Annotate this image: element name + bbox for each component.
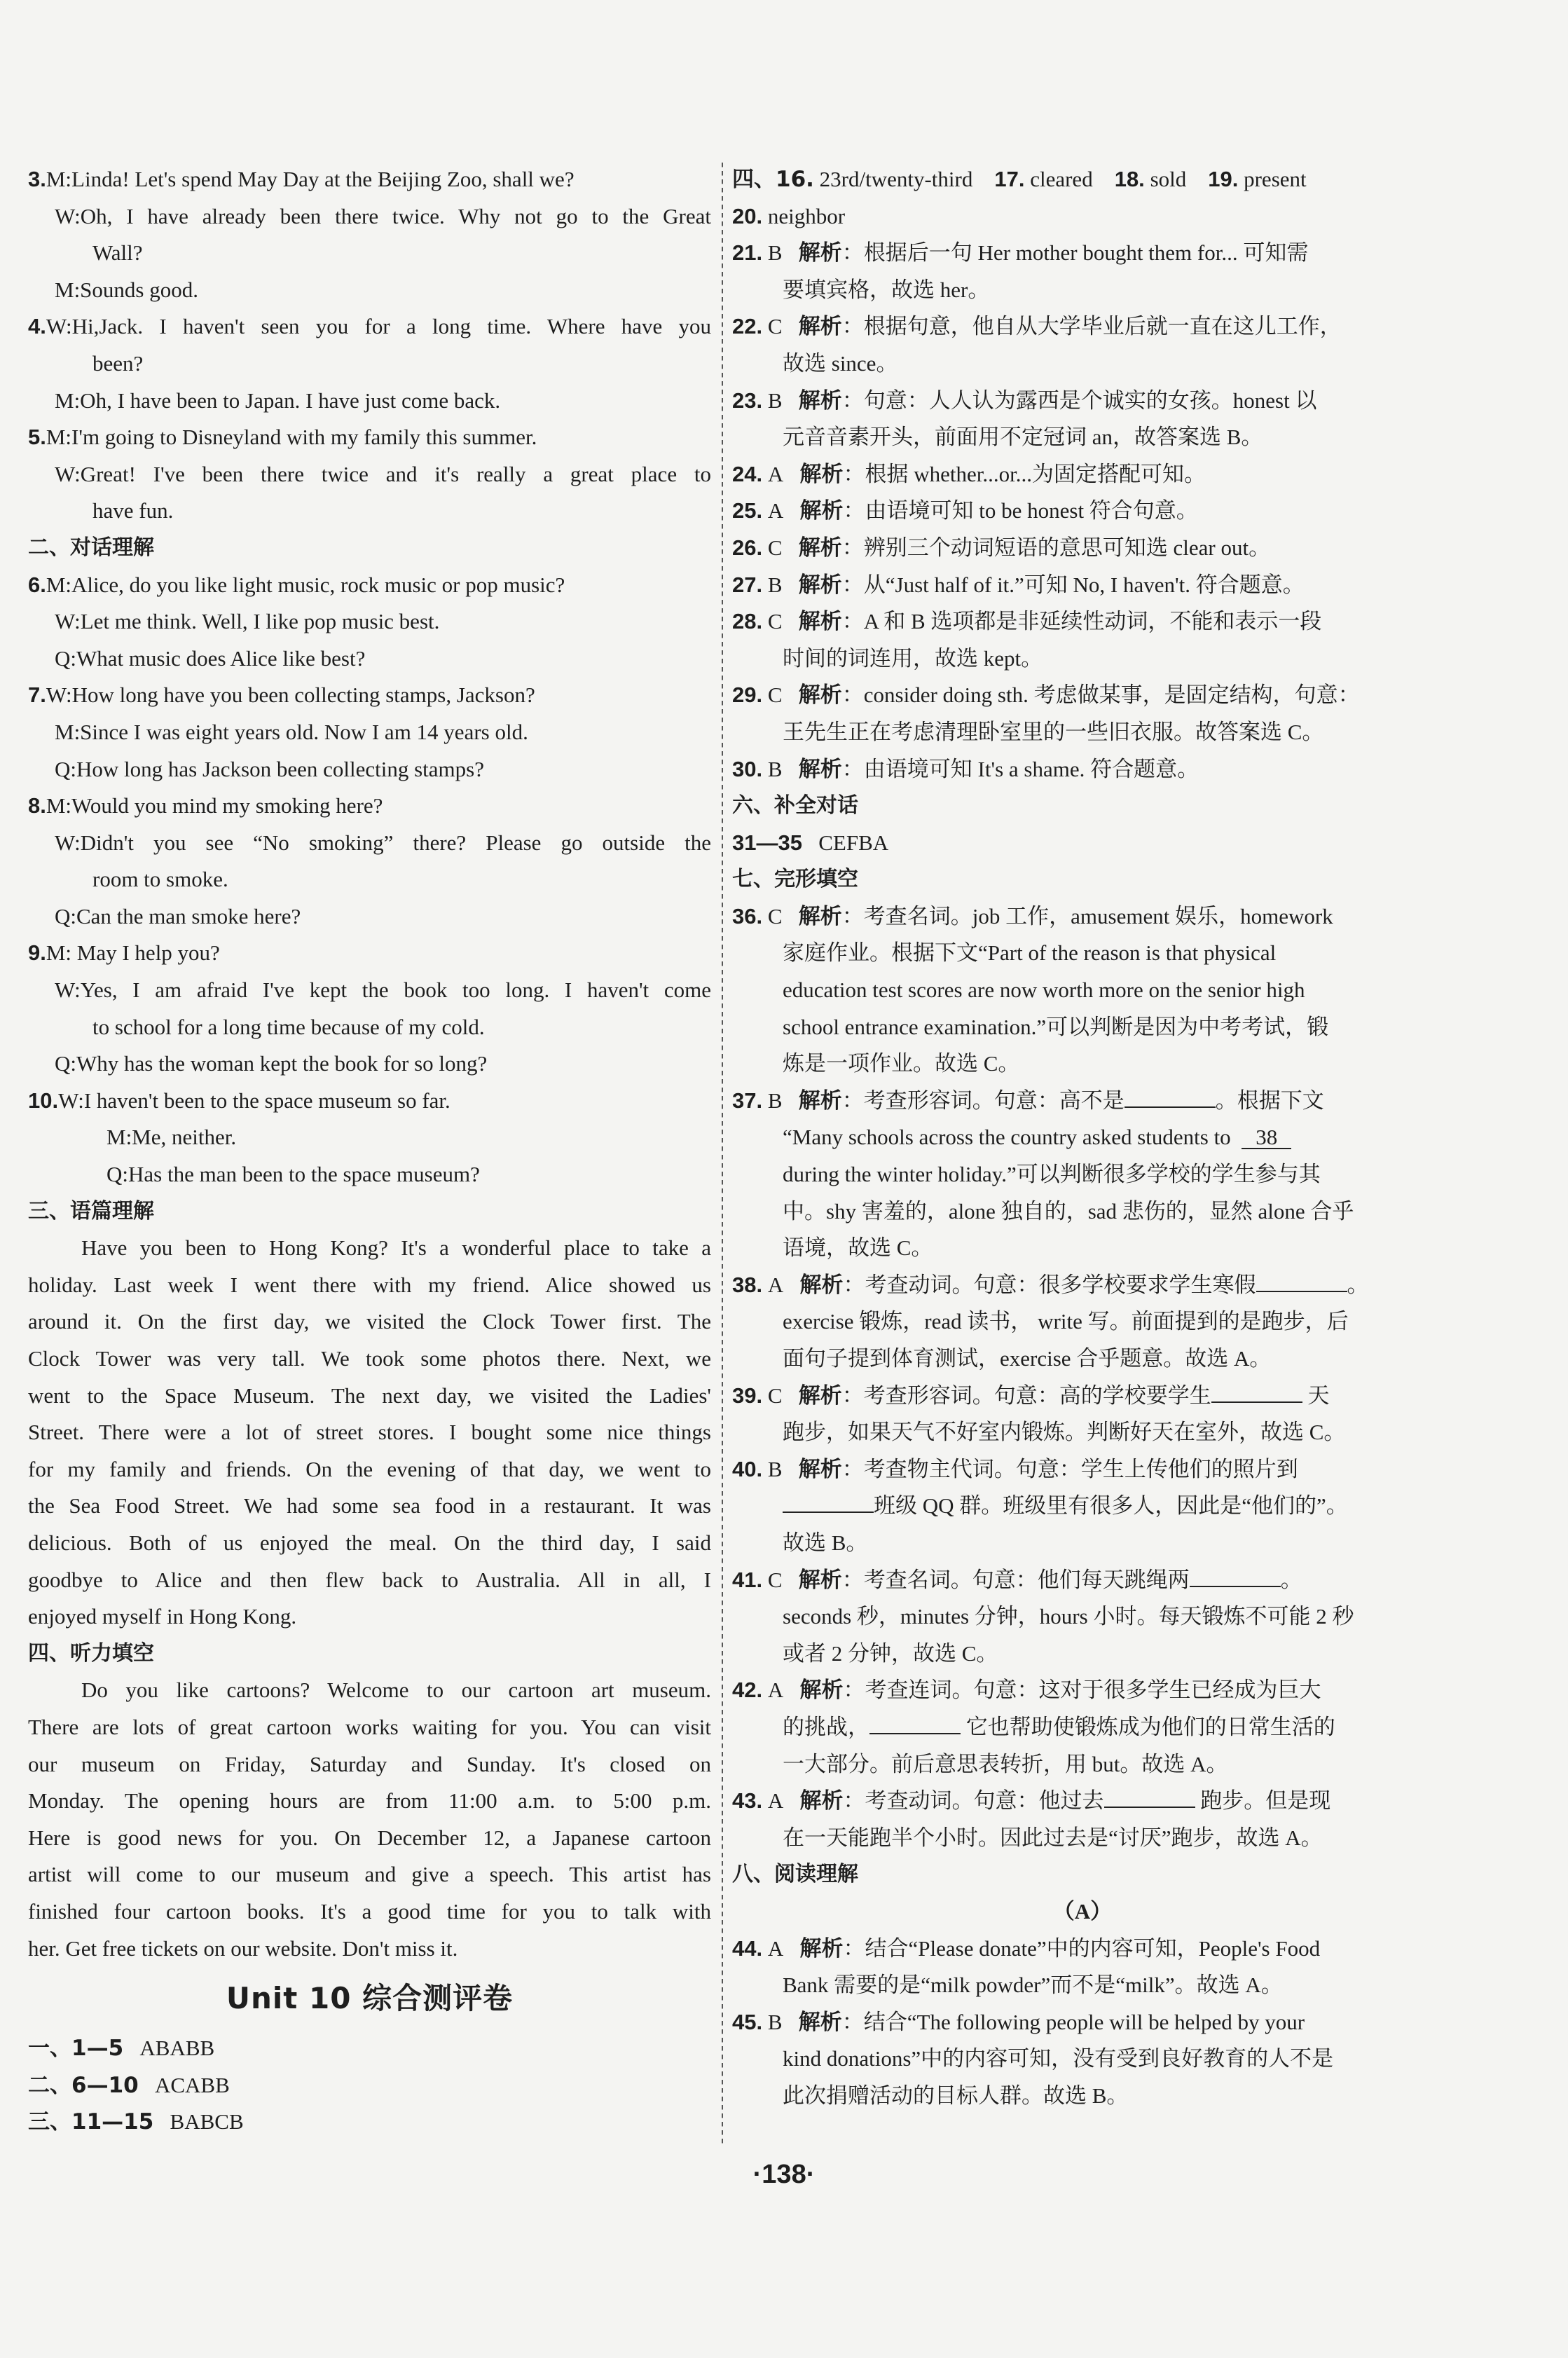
answers-16-19: 四、16. 23rd/twenty-third 17. cleared 18. sold 19. present bbox=[732, 167, 1307, 192]
q30-line1: 30. B 解析：由语境可知 It's a shame. 符合题意。 bbox=[732, 756, 1199, 782]
passage4-line: our museum on Friday, Saturday and Sunday. It's closed on bbox=[28, 1751, 711, 1776]
q28-line1: 28. C 解析：A 和 B 选项都是非延续性动词，不能和表示一段 bbox=[732, 609, 1322, 635]
passage4-line: There are lots of great cartoon works waiting for you. You can visit bbox=[28, 1714, 711, 1739]
q37-line3: during the winter holiday.”可以判断很多学校的学生参与其 bbox=[783, 1162, 1321, 1187]
q36-line4: school entrance examination.”可以判断是因为中考考试，锻 bbox=[783, 1014, 1329, 1039]
answer-20: 20. neighbor bbox=[732, 203, 846, 228]
q21-line2: 要填宾格，故选 her。 bbox=[783, 277, 990, 302]
passage4-line: Monday. The opening hours are from 11:00 a.m. to 5:00 p.m. bbox=[28, 1788, 711, 1814]
q42-line1: 42. A 解析：考查连词。句意：这对于很多学生已经成为巨大 bbox=[732, 1678, 1321, 1704]
q38-line3: 面句子提到体育测试，exercise 合乎题意。故选 A。 bbox=[783, 1346, 1272, 1371]
q6-line2: W:Let me think. Well, I like pop music best. bbox=[55, 609, 440, 634]
q45-line1: 45. B 解析：结合“The following people will be helped by your bbox=[732, 2009, 1305, 2035]
q8-line3: room to smoke. bbox=[92, 867, 228, 892]
q29-line2: 王先生正在考虑清理卧室里的一些旧衣服。故答案选 C。 bbox=[783, 719, 1324, 744]
q24-line1: 24. A 解析：根据 whether...or...为固定搭配可知。 bbox=[732, 461, 1206, 487]
q36-line1: 36. C 解析：考查名词。job 工作，amusement 娱乐，homework bbox=[732, 903, 1333, 929]
passage4-line: artist will come to our museum and give a speech. This artist has bbox=[28, 1862, 711, 1887]
part-a-label: （A） bbox=[1052, 1898, 1113, 1924]
q3-line3: Wall? bbox=[92, 240, 143, 266]
q4-line2: been? bbox=[92, 350, 144, 376]
q43-line1: 43. A 解析：考查动词。句意：他过去 跑步。但是现 bbox=[732, 1788, 1331, 1814]
section-7-heading: 七、完形填空 bbox=[732, 867, 858, 892]
q9-line1: 9.M: May I help you? bbox=[28, 940, 220, 966]
passage3-line: goodbye to Alice and then flew back to Australia. All in all, I bbox=[28, 1567, 711, 1592]
fill-blank bbox=[1104, 1787, 1195, 1808]
fill-blank bbox=[1190, 1566, 1281, 1587]
q7-line1: 7.W:How long have you been collecting stamps, Jackson? bbox=[28, 683, 535, 708]
q41-line2: seconds 秒，minutes 分钟，hours 小时。每天锻炼不可能 2 秒 bbox=[783, 1604, 1354, 1629]
q10-line2: M:Me, neither. bbox=[106, 1125, 237, 1150]
q9-line2: W:Yes, I am afraid I've kept the book too long. I haven't come bbox=[55, 978, 711, 1003]
section-6-heading: 六、补全对话 bbox=[732, 793, 858, 818]
passage3-line: the Sea Food Street. We had some sea food in a restaurant. It was bbox=[28, 1493, 711, 1519]
q5-line1: 5.M:I'm going to Disneyland with my family this summer. bbox=[28, 425, 537, 450]
q37-line1: 37. B 解析：考查形容词。句意：高不是 。根据下文 bbox=[732, 1088, 1324, 1113]
passage3-line: Clock Tower was very tall. We took some photos there. Next, we bbox=[28, 1346, 711, 1371]
q9-line4: Q:Why has the woman kept the book for so long? bbox=[55, 1051, 488, 1076]
q5-line2: W:Great! I've been there twice and it's really a great place to bbox=[55, 461, 711, 486]
fill-blank bbox=[869, 1713, 961, 1734]
q9-line3: to school for a long time because of my cold. bbox=[92, 1014, 485, 1039]
q3-line4: M:Sounds good. bbox=[55, 277, 198, 302]
q36-line3: education test scores are now worth more on the senior high bbox=[783, 978, 1305, 1003]
q44-line2: Bank 需要的是“milk powder”而不是“milk”。故选 A。 bbox=[783, 1973, 1283, 1998]
q10-line3: Q:Has the man been to the space museum? bbox=[106, 1162, 480, 1187]
q3-line2: W:Oh, I have already been there twice. Why not go to the Great bbox=[55, 203, 711, 228]
q8-line2: W:Didn't you see “No smoking” there? Please go outside the bbox=[55, 830, 711, 855]
passage3-line: went to the Space Museum. The next day, we visited the Ladies' bbox=[28, 1383, 711, 1408]
q4-line1: 4.W:Hi,Jack. I haven't seen you for a long time. Where have you bbox=[28, 314, 711, 339]
passage3-line: holiday. Last week I went there with my friend. Alice showed us bbox=[28, 1272, 711, 1297]
passage4-line: finished four cartoon books. It's a good time for you to talk with bbox=[28, 1898, 711, 1924]
q29-line1: 29. C 解析：consider doing sth. 考虑做某事，是固定结构，句意： bbox=[732, 683, 1360, 708]
fill-blank bbox=[783, 1492, 874, 1513]
q7-line3: Q:How long has Jackson been collecting stamps? bbox=[55, 756, 484, 781]
answer-row-2: 二、6—10 ACABB bbox=[28, 2072, 230, 2098]
q41-line3: 或者 2 分钟，故选 C。 bbox=[783, 1640, 998, 1666]
q42-line2: 的挑战， 它也帮助使锻炼成为他们的日常生活的 bbox=[783, 1714, 1335, 1739]
q22-line1: 22. C 解析：根据句意，他自从大学毕业后就一直在这儿工作， bbox=[732, 314, 1342, 340]
q37-line2: “Many schools across the country asked students to 38 bbox=[732, 1119, 1433, 1156]
q45-line3: 此次捐赠活动的目标人群。故选 B。 bbox=[783, 2083, 1129, 2108]
page-number: ·138· bbox=[752, 2160, 816, 2189]
q39-line2: 跑步，如果天气不好室内锻炼。判断好天在室外，故选 C。 bbox=[783, 1420, 1346, 1445]
q6-line3: Q:What music does Alice like best? bbox=[55, 645, 366, 671]
q23-line2: 元音音素开头，前面用不定冠词 an，故答案选 B。 bbox=[783, 425, 1263, 450]
q36-line5: 炼是一项作业。故选 C。 bbox=[783, 1051, 1020, 1076]
passage3-line: enjoyed myself in Hong Kong. bbox=[28, 1604, 297, 1629]
passage3-line: delicious. Both of us enjoyed the meal. On the third day, I said bbox=[28, 1530, 711, 1555]
section-8-heading: 八、阅读理解 bbox=[732, 1862, 858, 1887]
q26-line1: 26. C 解析：辨别三个动词短语的意思可知选 clear out。 bbox=[732, 535, 1271, 561]
q8-line4: Q:Can the man smoke here? bbox=[55, 903, 301, 928]
section-4-heading: 四、听力填空 bbox=[28, 1640, 154, 1666]
fill-blank bbox=[1256, 1271, 1347, 1292]
q5-line3: have fun. bbox=[92, 498, 174, 523]
passage3-line: Street. There were a lot of street stores. I bought some nice things bbox=[28, 1420, 711, 1445]
answer-31-35: 31—35 CEFBA bbox=[732, 830, 889, 855]
section-3-heading: 三、语篇理解 bbox=[28, 1198, 154, 1223]
q43-line2: 在一天能跑半个小时。因此过去是“讨厌”跑步，故选 A。 bbox=[783, 1825, 1323, 1850]
answer-row-3: 三、11—15 BABCB bbox=[28, 2109, 244, 2135]
q41-line1: 41. C 解析：考查名词。句意：他们每天跳绳两 。 bbox=[732, 1567, 1302, 1593]
q22-line2: 故选 since。 bbox=[783, 350, 898, 376]
q40-line1: 40. B 解析：考查物主代词。句意：学生上传他们的照片到 bbox=[732, 1456, 1298, 1482]
q10-line1: 10.W:I haven't been to the space museum so far. bbox=[28, 1088, 451, 1113]
q44-line1: 44. A 解析：结合“Please donate”中的内容可知，People's Food bbox=[732, 1935, 1321, 1961]
q23-line1: 23. B 解析：句意：人人认为露西是个诚实的女孩。honest 以 bbox=[732, 388, 1317, 413]
q40-line3: 故选 B。 bbox=[783, 1530, 868, 1555]
q42-line3: 一大部分。前后意思表转折，用 but。故选 A。 bbox=[783, 1751, 1228, 1776]
fill-blank bbox=[1125, 1087, 1216, 1108]
q3-line1: 3.M:Linda! Let's spend May Day at the Beijing Zoo, shall we? bbox=[28, 167, 575, 191]
q36-line2: 家庭作业。根据下文“Part of the reason is that physical bbox=[783, 940, 1277, 966]
passage3-line: Have you been to Hong Kong? It's a wonderful place to take a bbox=[81, 1235, 711, 1261]
right-column bbox=[732, 161, 1433, 2114]
passage3-line: around it. On the first day, we visited the Clock Tower first. The bbox=[28, 1309, 711, 1334]
q39-line1: 39. C 解析：考查形容词。句意：高的学校要学生 天 bbox=[732, 1383, 1330, 1408]
q6-line1: 6.M:Alice, do you like light music, rock music or pop music? bbox=[28, 572, 565, 597]
passage4-line: Do you like cartoons? Welcome to our cartoon art museum. bbox=[81, 1678, 711, 1703]
passage4-line: Here is good news for you. On December 12, a Japanese cartoon bbox=[28, 1825, 711, 1850]
fill-blank-38: 38 bbox=[1242, 1126, 1291, 1149]
q7-line2: M:Since I was eight years old. Now I am 14 years old. bbox=[55, 719, 528, 744]
passage4-line: her. Get free tickets on our website. Don't miss it. bbox=[28, 1935, 458, 1961]
q40-line2: 班级 QQ 群。班级里有很多人，因此是“他们的”。 bbox=[732, 1488, 1433, 1525]
fill-blank bbox=[1211, 1382, 1302, 1403]
q45-line2: kind donations”中的内容可知，没有受到良好教育的人不是 bbox=[783, 2046, 1334, 2071]
column-divider bbox=[722, 163, 723, 2146]
q38-line1: 38. A 解析：考查动词。句意：很多学校要求学生寒假 。 bbox=[732, 1272, 1369, 1298]
left-column bbox=[28, 161, 711, 2141]
q37-line5: 语境，故选 C。 bbox=[783, 1235, 933, 1261]
unit-title: Unit 10 综合测评卷 bbox=[226, 1981, 514, 2016]
section-2-heading: 二、对话理解 bbox=[28, 535, 154, 560]
q38-line2: exercise 锻炼，read 读书， write 写。前面提到的是跑步，后 bbox=[783, 1309, 1349, 1334]
q4-line3: M:Oh, I have been to Japan. I have just come back. bbox=[55, 388, 501, 413]
q37-line4: 中。shy 害羞的，alone 独自的，sad 悲伤的，显然 alone 合乎 bbox=[783, 1198, 1354, 1223]
answer-row-1: 一、1—5 ABABB bbox=[28, 2036, 215, 2062]
q25-line1: 25. A 解析：由语境可知 to be honest 符合句意。 bbox=[732, 498, 1198, 524]
q8-line1: 8.M:Would you mind my smoking here? bbox=[28, 793, 383, 818]
q28-line2: 时间的词连用，故选 kept。 bbox=[783, 645, 1043, 671]
passage3-line: for my family and friends. On the evening of that day, we went to bbox=[28, 1456, 711, 1481]
q21-line1: 21. B 解析：根据后一句 Her mother bought them for... 可知需 bbox=[732, 240, 1309, 266]
q27-line1: 27. B 解析：从“Just half of it.”可知 No, I haven't. 符合题意。 bbox=[732, 572, 1305, 598]
